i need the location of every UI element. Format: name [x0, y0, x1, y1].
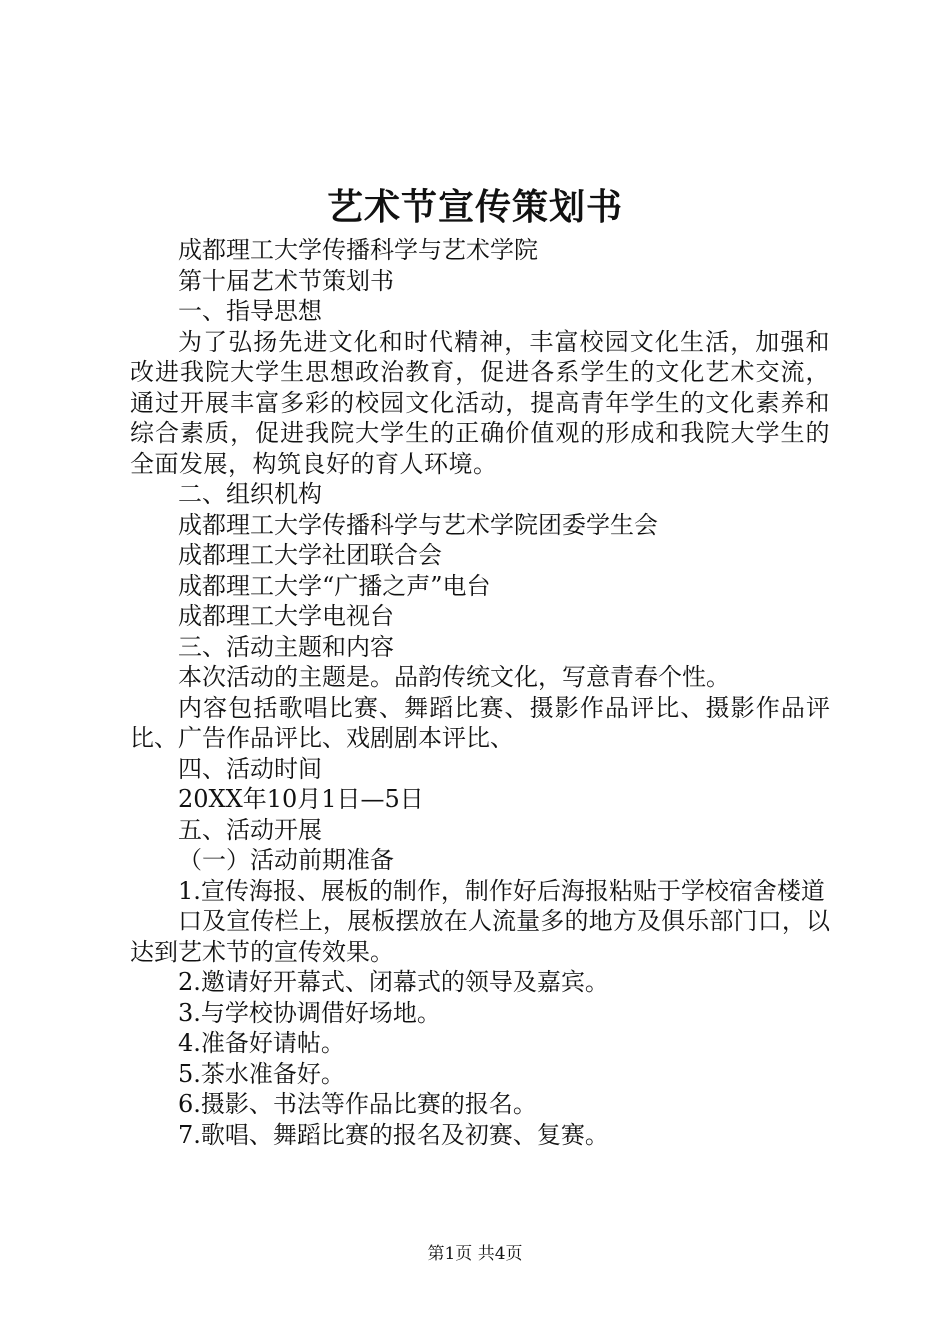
list-item-7: 7.歌唱、舞蹈比赛的报名及初赛、复赛。	[178, 1120, 609, 1149]
paragraph-school: 成都理工大学传播科学与艺术学院	[178, 236, 538, 264]
paragraph-content: 内容包括歌唱比赛、舞蹈比赛、摄影作品评比、摄影作品评比、广告作品评比、戏剧剧本评比、	[130, 693, 830, 752]
paragraph-subtitle: 第十届艺术节策划书	[178, 266, 394, 295]
list-item-5: 5.茶水准备好。	[178, 1059, 345, 1088]
list-item-1: 1.宣传海报、展板的制作，制作好后海报粘贴于学校宿舍楼道	[178, 876, 825, 905]
heading-organization: 二、组织机构	[178, 480, 322, 508]
page-footer: 第1页 共4页	[427, 1244, 523, 1264]
document-body	[130, 235, 830, 1150]
list-item-2: 2.邀请好开幕式、闭幕式的领导及嘉宾。	[178, 968, 609, 996]
heading-activities: 五、活动开展	[178, 815, 322, 844]
paragraph-org-1: 成都理工大学传播科学与艺术学院团委学生会	[178, 510, 658, 539]
list-item-6: 6.摄影、书法等作品比赛的报名。	[178, 1090, 537, 1118]
heading-guiding-thought: 一、指导思想	[178, 297, 322, 325]
heading-preparation: （一）活动前期准备	[178, 846, 394, 874]
paragraph-guiding-thought: 为了弘扬先进文化和时代精神，丰富校园文化生活，加强和改进我院大学生思想政治教育，促进各系学生的文化艺术交流，通过开展丰富多彩的校园文化活动，提高青年学生的文化素养和综合素质，促进我院大学生的正确价值观的形成和我院大学生的全面发展，构筑良好的育人环境。	[130, 327, 830, 478]
document-title: 艺术节宣传策划书	[326, 186, 623, 228]
paragraph-time: 20XX年10月1日—5日	[178, 785, 424, 813]
heading-theme: 三、活动主题和内容	[178, 632, 394, 661]
list-item-3: 3.与学校协调借好场地。	[178, 998, 441, 1027]
list-item-4: 4.准备好请帖。	[178, 1029, 345, 1057]
paragraph-theme: 本次活动的主题是。品韵传统文化，写意青春个性。	[178, 663, 730, 691]
paragraph-org-4: 成都理工大学电视台	[178, 602, 394, 630]
heading-time: 四、活动时间	[178, 754, 322, 783]
paragraph-org-3: 成都理工大学“广播之声”电台	[178, 571, 491, 600]
paragraph-org-2: 成都理工大学社团联合会	[178, 541, 442, 569]
list-item-1-continued: 口及宣传栏上，展板摆放在人流量多的地方及俱乐部门口，以达到艺术节的宣传效果。	[130, 907, 830, 966]
